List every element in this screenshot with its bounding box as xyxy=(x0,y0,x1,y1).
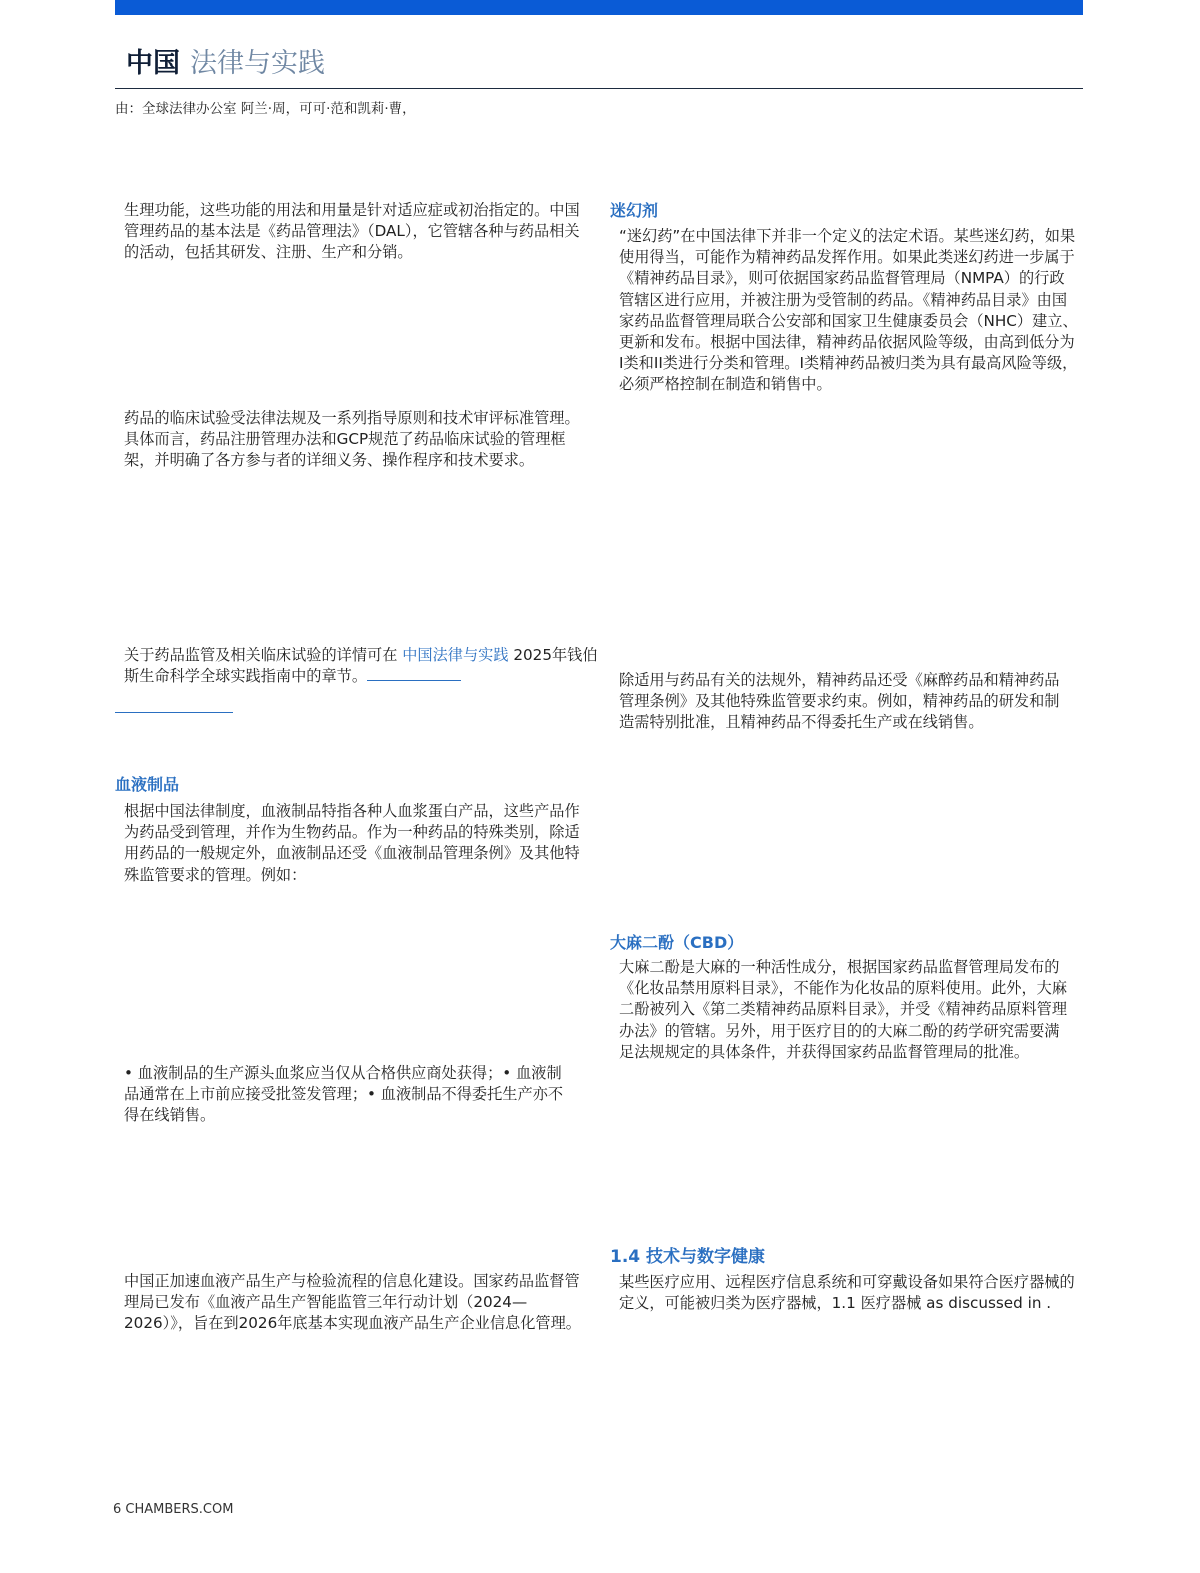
practice-guide-link[interactable]: 中国法律与实践 xyxy=(402,646,509,664)
left-paragraph-blood-bullets: • 血液制品的生产源头血浆应当仅从合格供应商处获得；• 血液制品通常在上市前应接受批签发管理；• 血液制品不得委托生产亦不得在线销售。 xyxy=(124,1064,564,1125)
left-paragraph-clinical-trials: 药品的临床试验受法律法规及一系列指导原则和技术审评标准管理。具体而言，药品注册管理办法和GCP规范了药品临床试验的管理框架，并明确了各方参与者的详细义务、操作程序和技术要求。 xyxy=(124,409,580,470)
title-divider xyxy=(115,88,1083,89)
right-paragraph-cbd: 大麻二酚是大麻的一种活性成分，根据国家药品监督管理局发布的《化妆品禁用原料目录》，不能作为化妆品的原料使用。此外，大麻二酚被列入《第二类精神药品原料目录》，并受《精神药品原料管理办法》的管辖。另外，用于医疗目的的大麻二酚的药学研究需要满足法规规定的具体条件，并获得国家药品监督管理局的批准。 xyxy=(619,958,1068,1061)
title-section: 法律与实践 xyxy=(190,48,325,79)
link-underline xyxy=(367,666,461,681)
heading-blood-products: 血液制品 xyxy=(115,775,180,794)
left-paragraph-blood-products: 根据中国法律制度，血液制品特指各种人血浆蛋白产品，这些产品作为药品受到管理，并作为生物药品。作为一种药品的特殊类别，除适用药品的一般规定外，血液制品还受《血液制品管理条例》及其他特殊监管要求的管理。例如： xyxy=(124,802,580,884)
page-title xyxy=(126,44,325,84)
title-country: 中国 xyxy=(126,48,180,79)
right-paragraph-psychedelics: “迷幻药”在中国法律下并非一个定义的法定术语。某些迷幻药，如果使用得当，可能作为精神药品发挥作用。如果此类迷幻药进一步属于《精神药品目录》，则可依据国家药品监督管理局（NMPA）的行政管辖区进行应用，并被注册为受管制的药品。《精神药品目录》由国家药品监督管理局联合公安部和国家卫生健康委员会（NHC）建立、更新和发布。根据中国法律，精神药品依据风险等级，由高到低分为I类和II类进行分类和管理。I类精神药品被归类为具有最高风险等级，必须严格控制在制造和销售中。 xyxy=(619,227,1078,394)
section-divider xyxy=(115,712,233,713)
reference-text-after: 2025年钱伯斯生命科学全球实践指南中的章节。 xyxy=(124,646,598,686)
heading-cbd: 大麻二酚（CBD） xyxy=(610,933,744,952)
right-paragraph-psychotropic-rules: 除适用与药品有关的法规外，精神药品还受《麻醉药品和精神药品管理条例》及其他特殊监管要求约束。例如，精神药品的研发和制造需特别批准，且精神药品不得委托生产或在线销售。 xyxy=(619,671,1060,732)
page-footer: 6 CHAMBERS.COM xyxy=(113,1502,234,1517)
top-accent-bar xyxy=(115,0,1083,15)
heading-psychedelics: 迷幻剂 xyxy=(610,201,659,220)
left-paragraph-dal: 生理功能，这些功能的用法和用量是针对适应症或初治指定的。中国管理药品的基本法是《药品管理法》（DAL），它管辖各种与药品相关的活动，包括其研发、注册、生产和分销。 xyxy=(124,201,580,262)
reference-text-before: 关于药品监管及相关临床试验的详情可在 xyxy=(124,646,403,664)
author-byline: 由：全球法律办公室 阿兰·周，可可·范和凯莉·曹， xyxy=(115,101,416,117)
heading-digital-health: 1.4 技术与数字健康 xyxy=(610,1247,766,1267)
left-paragraph-informatization: 中国正加速血液产品生产与检验流程的信息化建设。国家药品监督管理局已发布《血液产品生产智能监管三年行动计划（2024—2026）》，旨在到2026年底基本实现血液产品生产企业信息化管理。 xyxy=(124,1272,581,1333)
right-paragraph-digital-health: 某些医疗应用、远程医疗信息系统和可穿戴设备如果符合医疗器械的定义，可能被归类为医疗器械，1.1 医疗器械 as discussed in . xyxy=(619,1273,1075,1313)
left-paragraph-reference xyxy=(124,645,610,687)
